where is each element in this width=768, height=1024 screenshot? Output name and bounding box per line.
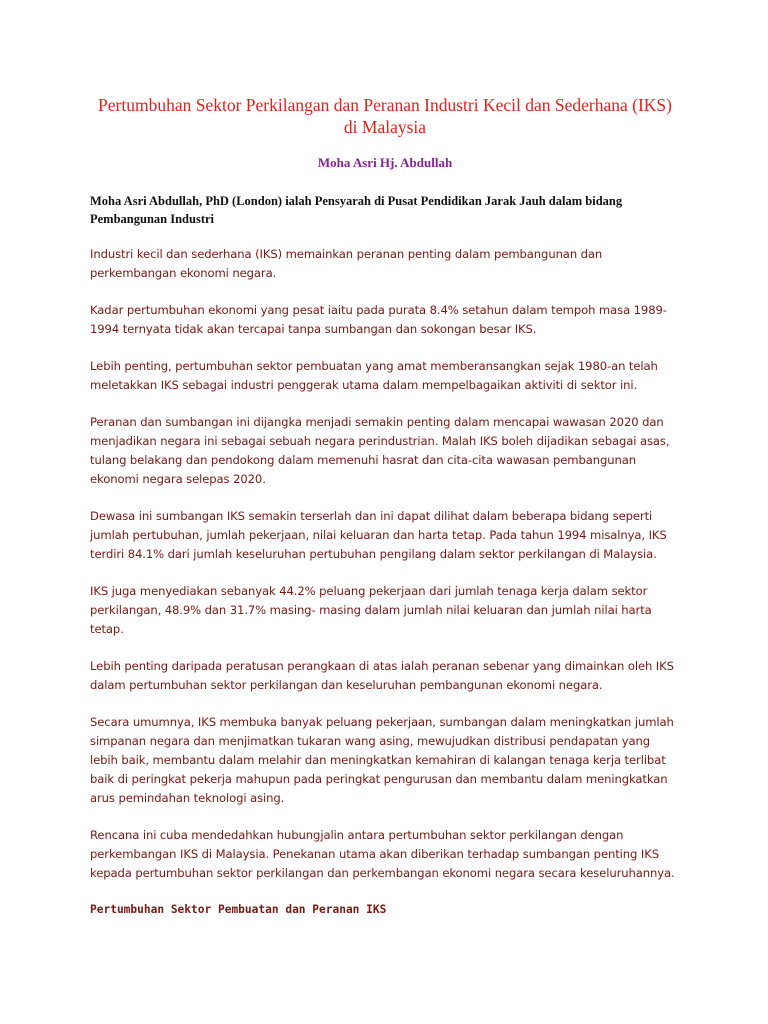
paragraph: Lebih penting daripada peratusan perangkaan di atas ialah peranan sebenar yang dimainkan oleh IKS dalam pertumbuhan sektor perkilangan dan keseluruhan pembangunan ekonomi negara. bbox=[90, 659, 674, 692]
paragraph: Secara umumnya, IKS membuka banyak peluang pekerjaan, sumbangan dalam meningkatkan jumlah simpanan negara dan menjimatkan tukaran wang asing, mewujudkan distribusi pendapatan yang lebih baik, membantu dalam melahir dan meningkatkan kemahiran di kalangan tenaga kerja terlibat baik di peringkat pekerja mahupun pada peringkat pengurusan dan membantu dalam meningkatkan arus pemindahan teknologi asing. bbox=[90, 715, 674, 805]
article-body bbox=[90, 245, 680, 883]
paragraph: Industri kecil dan sederhana (IKS) memainkan peranan penting dalam pembangunan dan perkembangan ekonomi negara. bbox=[90, 247, 603, 280]
section-heading: Pertumbuhan Sektor Pembuatan dan Peranan IKS bbox=[90, 903, 387, 916]
paragraph: Dewasa ini sumbangan IKS semakin terserlah dan ini dapat dilihat dalam beberapa bidang seperti jumlah pertubuhan, jumlah pekerjaan, nilai keluaran dan harta tetap. Pada tahun 1994 misalnya, IKS terdiri 84.1% dari jumlah keseluruhan pertubuhan pengilang dalam sektor perkilangan di Malaysia. bbox=[90, 509, 667, 561]
author-name: Moha Asri Hj. Abdullah bbox=[317, 155, 453, 170]
paragraph: Rencana ini cuba mendedahkan hubungjalin antara pertumbuhan sektor perkilangan dengan perkembangan IKS di Malaysia. Penekanan utama akan diberikan terhadap sumbangan penting IKS kepada pertumbuhan sektor perkilangan dan perkembangan ekonomi negara secara keseluruhannya. bbox=[90, 828, 675, 880]
paragraph: IKS juga menyediakan sebanyak 44.2% peluang pekerjaan dari jumlah tenaga kerja dalam sektor perkilangan, 48.9% dan 31.7% masing- masing dalam jumlah nilai keluaran dan jumlah nilai harta tetap. bbox=[90, 584, 652, 636]
paragraph: Lebih penting, pertumbuhan sektor pembuatan yang amat memberansangkan sejak 1980-an telah meletakkan IKS sebagai industri penggerak utama dalam mempelbagaikan aktiviti di sektor ini. bbox=[90, 359, 658, 392]
paragraph: Kadar pertumbuhan ekonomi yang pesat iaitu pada purata 8.4% setahun dalam tempoh masa 1989-1994 ternyata tidak akan tercapai tanpa sumbangan dan sokongan besar IKS. bbox=[90, 303, 667, 336]
paragraph: Peranan dan sumbangan ini dijangka menjadi semakin penting dalam mencapai wawasan 2020 dan menjadikan negara ini sebagai sebuah negara perindustrian. Malah IKS boleh dijadikan sebagai asas, tulang belakang dan pendokong dalam memenuhi hasrat dan cita-cita wawasan pembangunan ekonomi negara selepas 2020. bbox=[90, 415, 670, 486]
author-bio: Moha Asri Abdullah, PhD (London) ialah Pensyarah di Pusat Pendidikan Jarak Jauh dalam bidang Pembangunan Industri bbox=[90, 194, 623, 226]
document-title: Pertumbuhan Sektor Perkilangan dan Peranan Industri Kecil dan Sederhana (IKS) di Malaysia bbox=[98, 95, 672, 137]
